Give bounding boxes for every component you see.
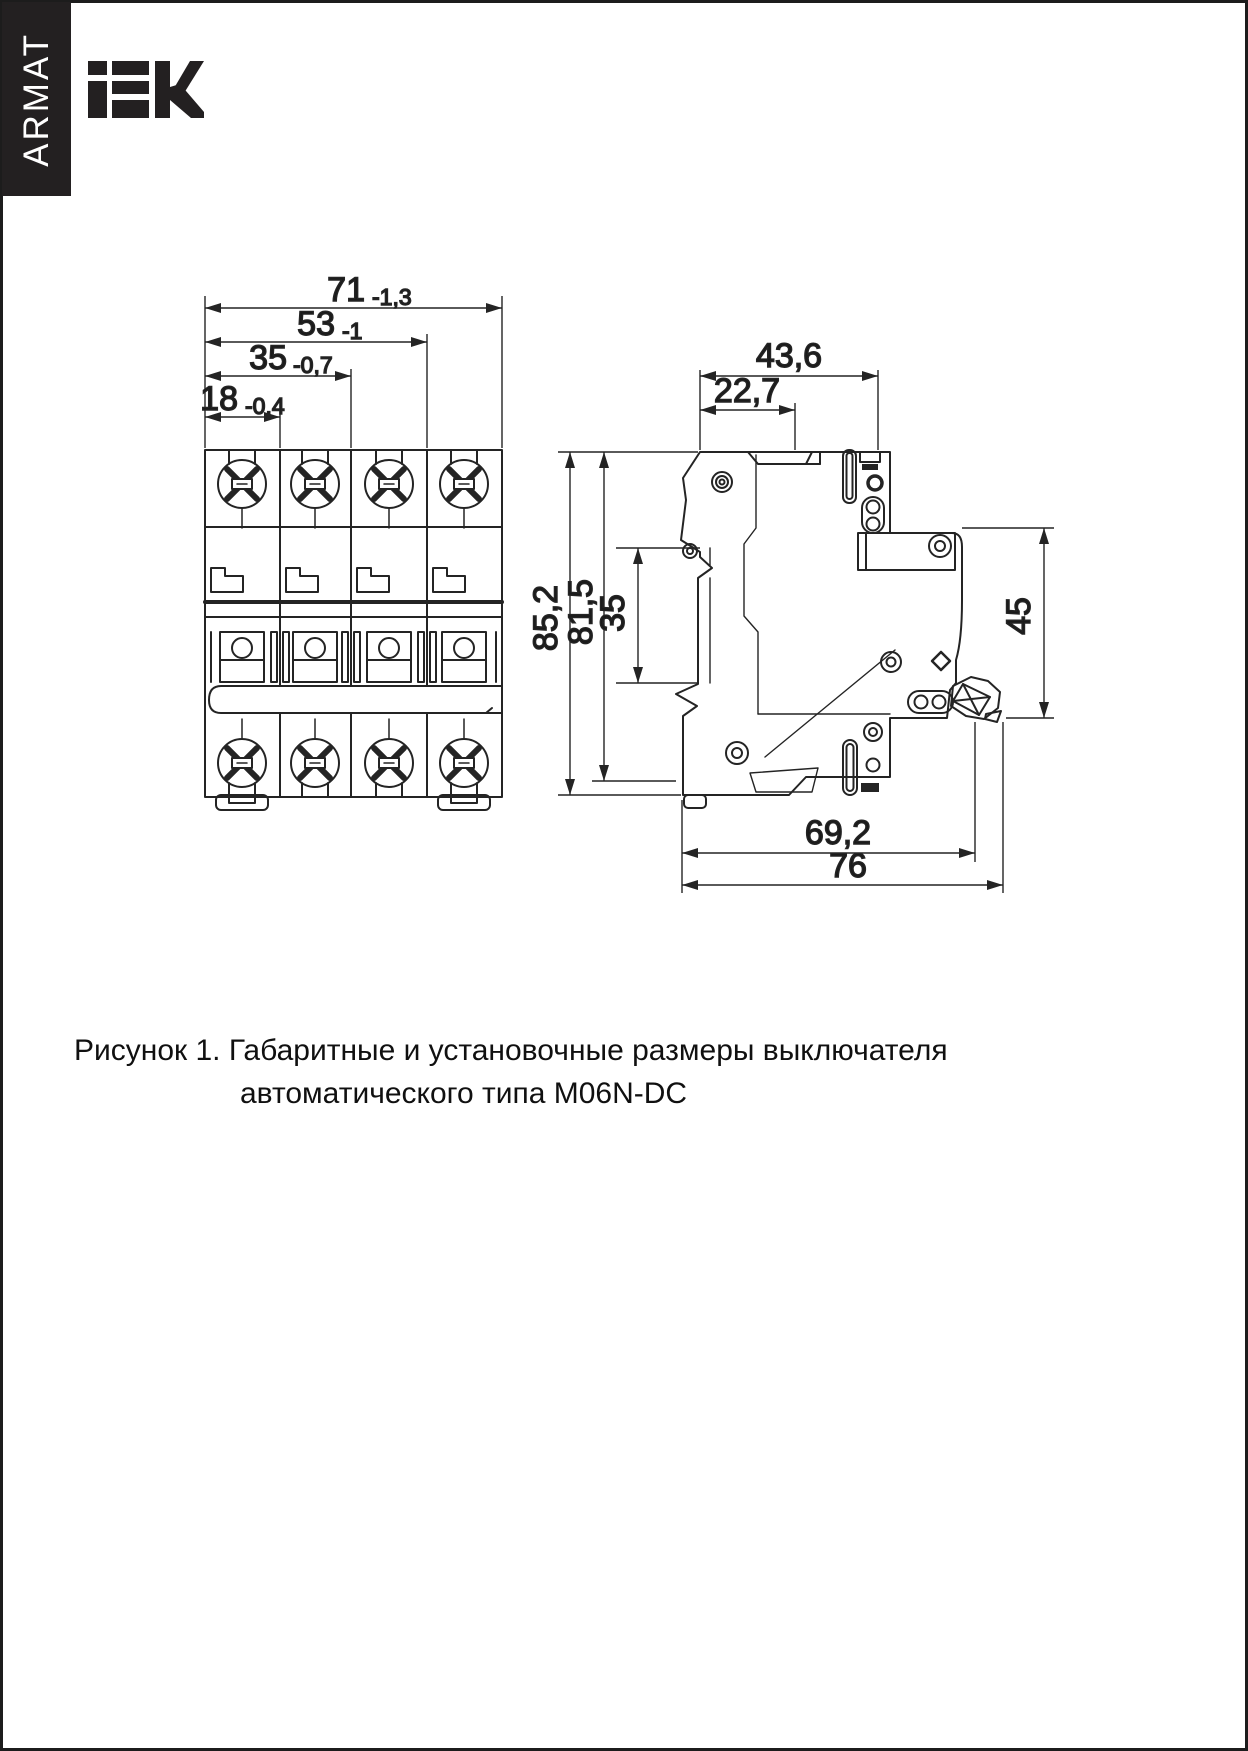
dim-width-35: 35	[249, 339, 287, 377]
toggle-handle	[220, 632, 264, 682]
terminal-screw	[218, 450, 266, 528]
terminal-screw	[291, 450, 339, 528]
dim-depth-76: 76	[829, 847, 867, 885]
brand-vertical-text: ARMAT	[16, 31, 56, 167]
dim-front-45: 45	[1000, 597, 1038, 635]
dim-depth-43-6: 43,6	[755, 337, 823, 375]
toggle-handle	[442, 632, 486, 682]
figure-caption-line1: Рисунок 1. Габаритные и установочные размеры выключателя	[74, 1034, 948, 1067]
terminal-screw	[291, 719, 339, 797]
figure-caption-line2: автоматического типа M06N-DC	[240, 1077, 688, 1110]
dim-width-35-tolerance: -0,7	[293, 352, 333, 378]
dim-width-18: 18	[200, 380, 238, 418]
dim-depth-22-7: 22,7	[713, 372, 781, 410]
dim-din-35: 35	[594, 594, 632, 632]
terminal-screw	[440, 450, 488, 528]
toggle-lock-lever	[951, 677, 1001, 722]
dim-depth-69-2: 69,2	[804, 814, 872, 852]
dim-width-71-tolerance: -1,3	[372, 284, 412, 310]
toggle-handle	[293, 632, 337, 682]
toggle-handle	[367, 632, 411, 682]
dim-width-53: 53	[297, 305, 335, 343]
terminal-screw	[365, 450, 413, 528]
front-view-dimensions	[200, 271, 502, 448]
dim-width-18-tolerance: -0,4	[245, 393, 285, 419]
dim-width-53-tolerance: -1	[342, 318, 363, 344]
dim-height-81-5: 81,5	[562, 578, 600, 646]
dim-width-71: 71	[327, 271, 365, 309]
front-view-drawing	[205, 450, 502, 810]
dim-height-85-2: 85,2	[527, 584, 565, 652]
handle-tie-bar	[209, 686, 502, 713]
terminal-screw	[365, 719, 413, 797]
terminal-screw	[218, 719, 266, 797]
side-view-drawing	[676, 450, 1001, 808]
iek-logo-icon	[88, 61, 204, 118]
terminal-screw	[440, 719, 488, 797]
